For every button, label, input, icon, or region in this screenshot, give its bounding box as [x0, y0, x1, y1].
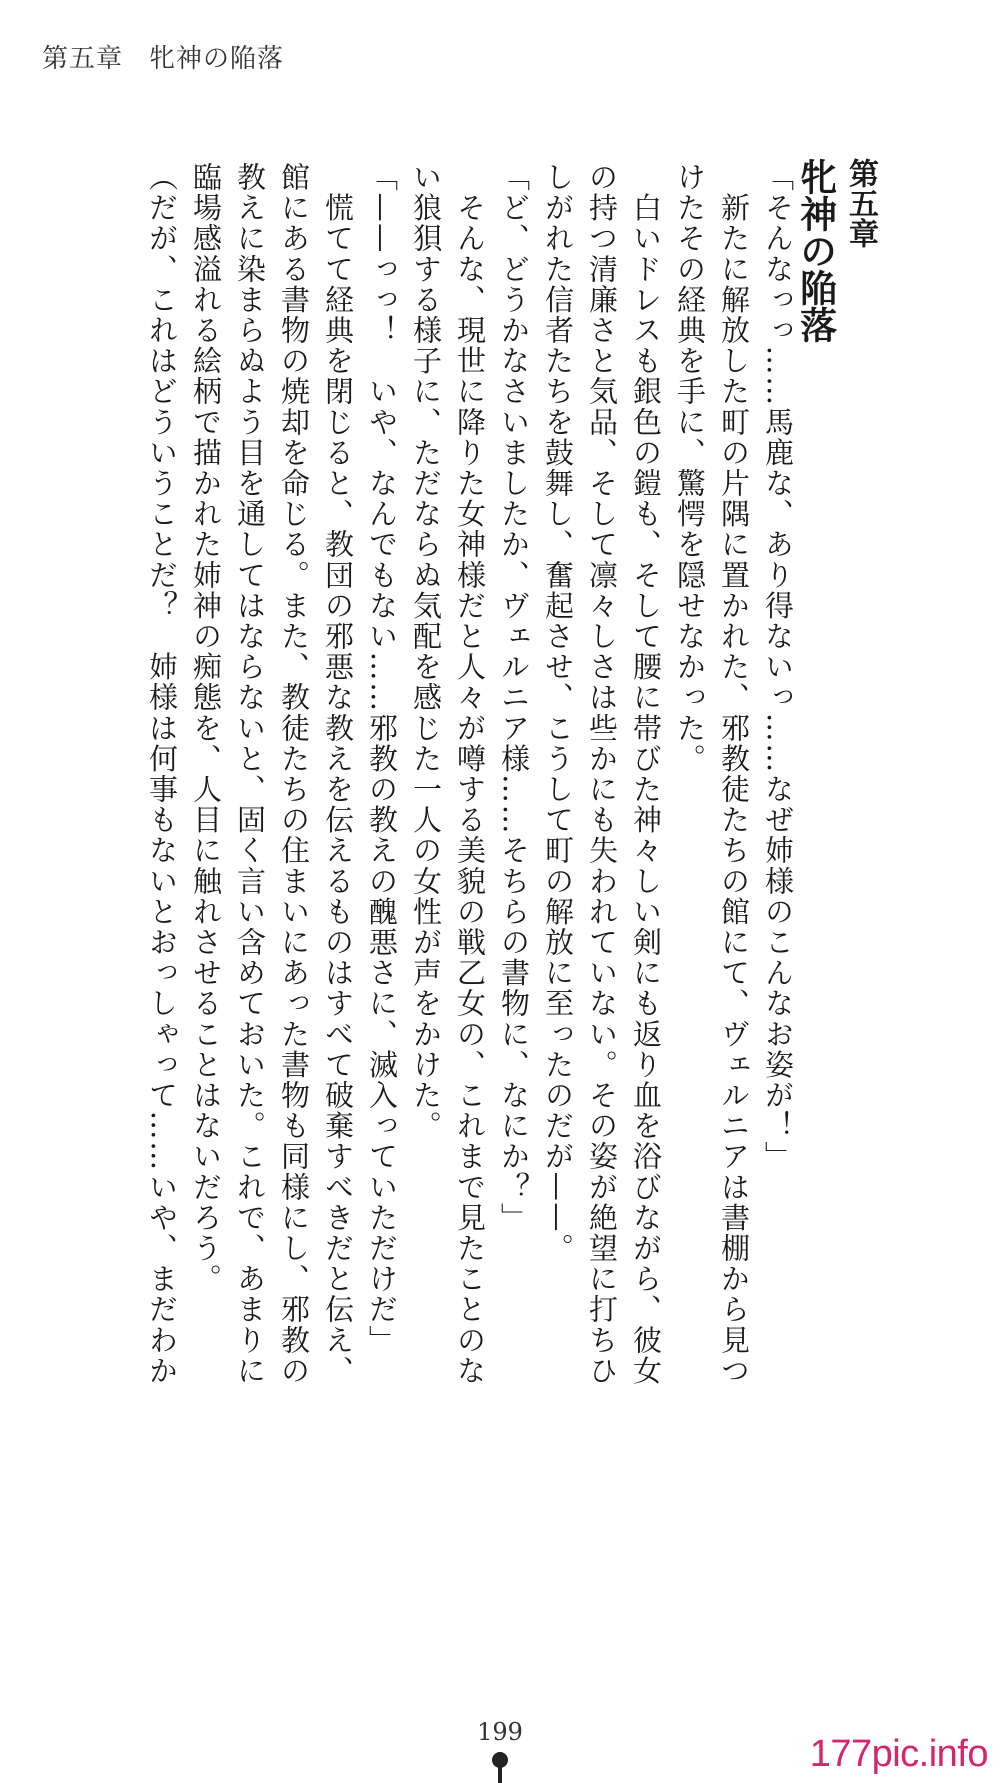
body-line: （だが、これはどういうことだ？ 姉様は何事もないとおっしゃって……いや、まだわか — [145, 162, 179, 1386]
body-line: 白いドレスも銀色の鎧も、そして腰に帯びた神々しい剣にも返り血を浴びながら、彼女 — [629, 162, 663, 1386]
body-line: そんな、現世に降りた女神様だと人々が噂する美貌の戦乙女の、これまで見たことのな — [453, 162, 487, 1386]
body-line: けたその経典を手に、驚愕を隠せなかった。 — [673, 162, 707, 774]
body-line: 「そんなっっ……馬鹿な、あり得ないっ……なぜ姉様のこんなお姿が！」 — [761, 162, 795, 1172]
chapter-heading-title: 牝神の陥落 — [793, 158, 838, 343]
body-line: 「——っっ！ いや、なんでもない……邪教の教えの醜悪さに、滅入っていただけだ」 — [365, 162, 399, 1356]
body-line: しがれた信者たちを鼓舞し、奮起させ、こうして町の解放に至ったのだが——。 — [541, 162, 575, 1264]
watermark-link[interactable]: 177pic.info — [809, 1733, 988, 1775]
body-line: 臨場感溢れる絵柄で描かれた姉神の痴態を、人目に触れさせることはないだろう。 — [189, 162, 223, 1295]
body-line: い狼狽する様子に、ただならぬ気配を感じた一人の女性が声をかけた。 — [409, 162, 443, 1142]
body-line: の持つ清廉さと気品、そして凛々しさは些かにも失われていない。その姿が絶望に打ちひ — [585, 162, 619, 1386]
body-line: 教えに染まらぬよう目を通してはならないと、固く言い含めておいた。これで、あまりに — [233, 162, 267, 1386]
body-line: 新たに解放した町の片隅に置かれた、邪教徒たちの館にて、ヴェルニアは書棚から見つ — [717, 162, 751, 1386]
body-text — [40, 162, 800, 1462]
page-marker — [498, 1752, 502, 1783]
running-head-title: 牝神の陥落 — [149, 44, 285, 74]
chapter-heading — [793, 158, 882, 343]
page-number: 199 — [477, 1718, 523, 1746]
body-line: 慌てて経典を閉じると、教団の邪悪な教えを伝えるものはすべて破棄すべきだと伝え、 — [321, 162, 355, 1386]
running-head — [42, 38, 284, 75]
body-line: 「ど、どうかなさいましたか、ヴェルニア様……そちらの書物に、なにか？」 — [497, 162, 531, 1233]
body-line: 館にある書物の焼却を命じる。また、教徒たちの住まいにあった書物も同様にし、邪教の — [277, 162, 311, 1386]
running-head-chapter: 第五章 — [42, 44, 124, 74]
chapter-heading-label: 第五章 — [843, 158, 878, 248]
